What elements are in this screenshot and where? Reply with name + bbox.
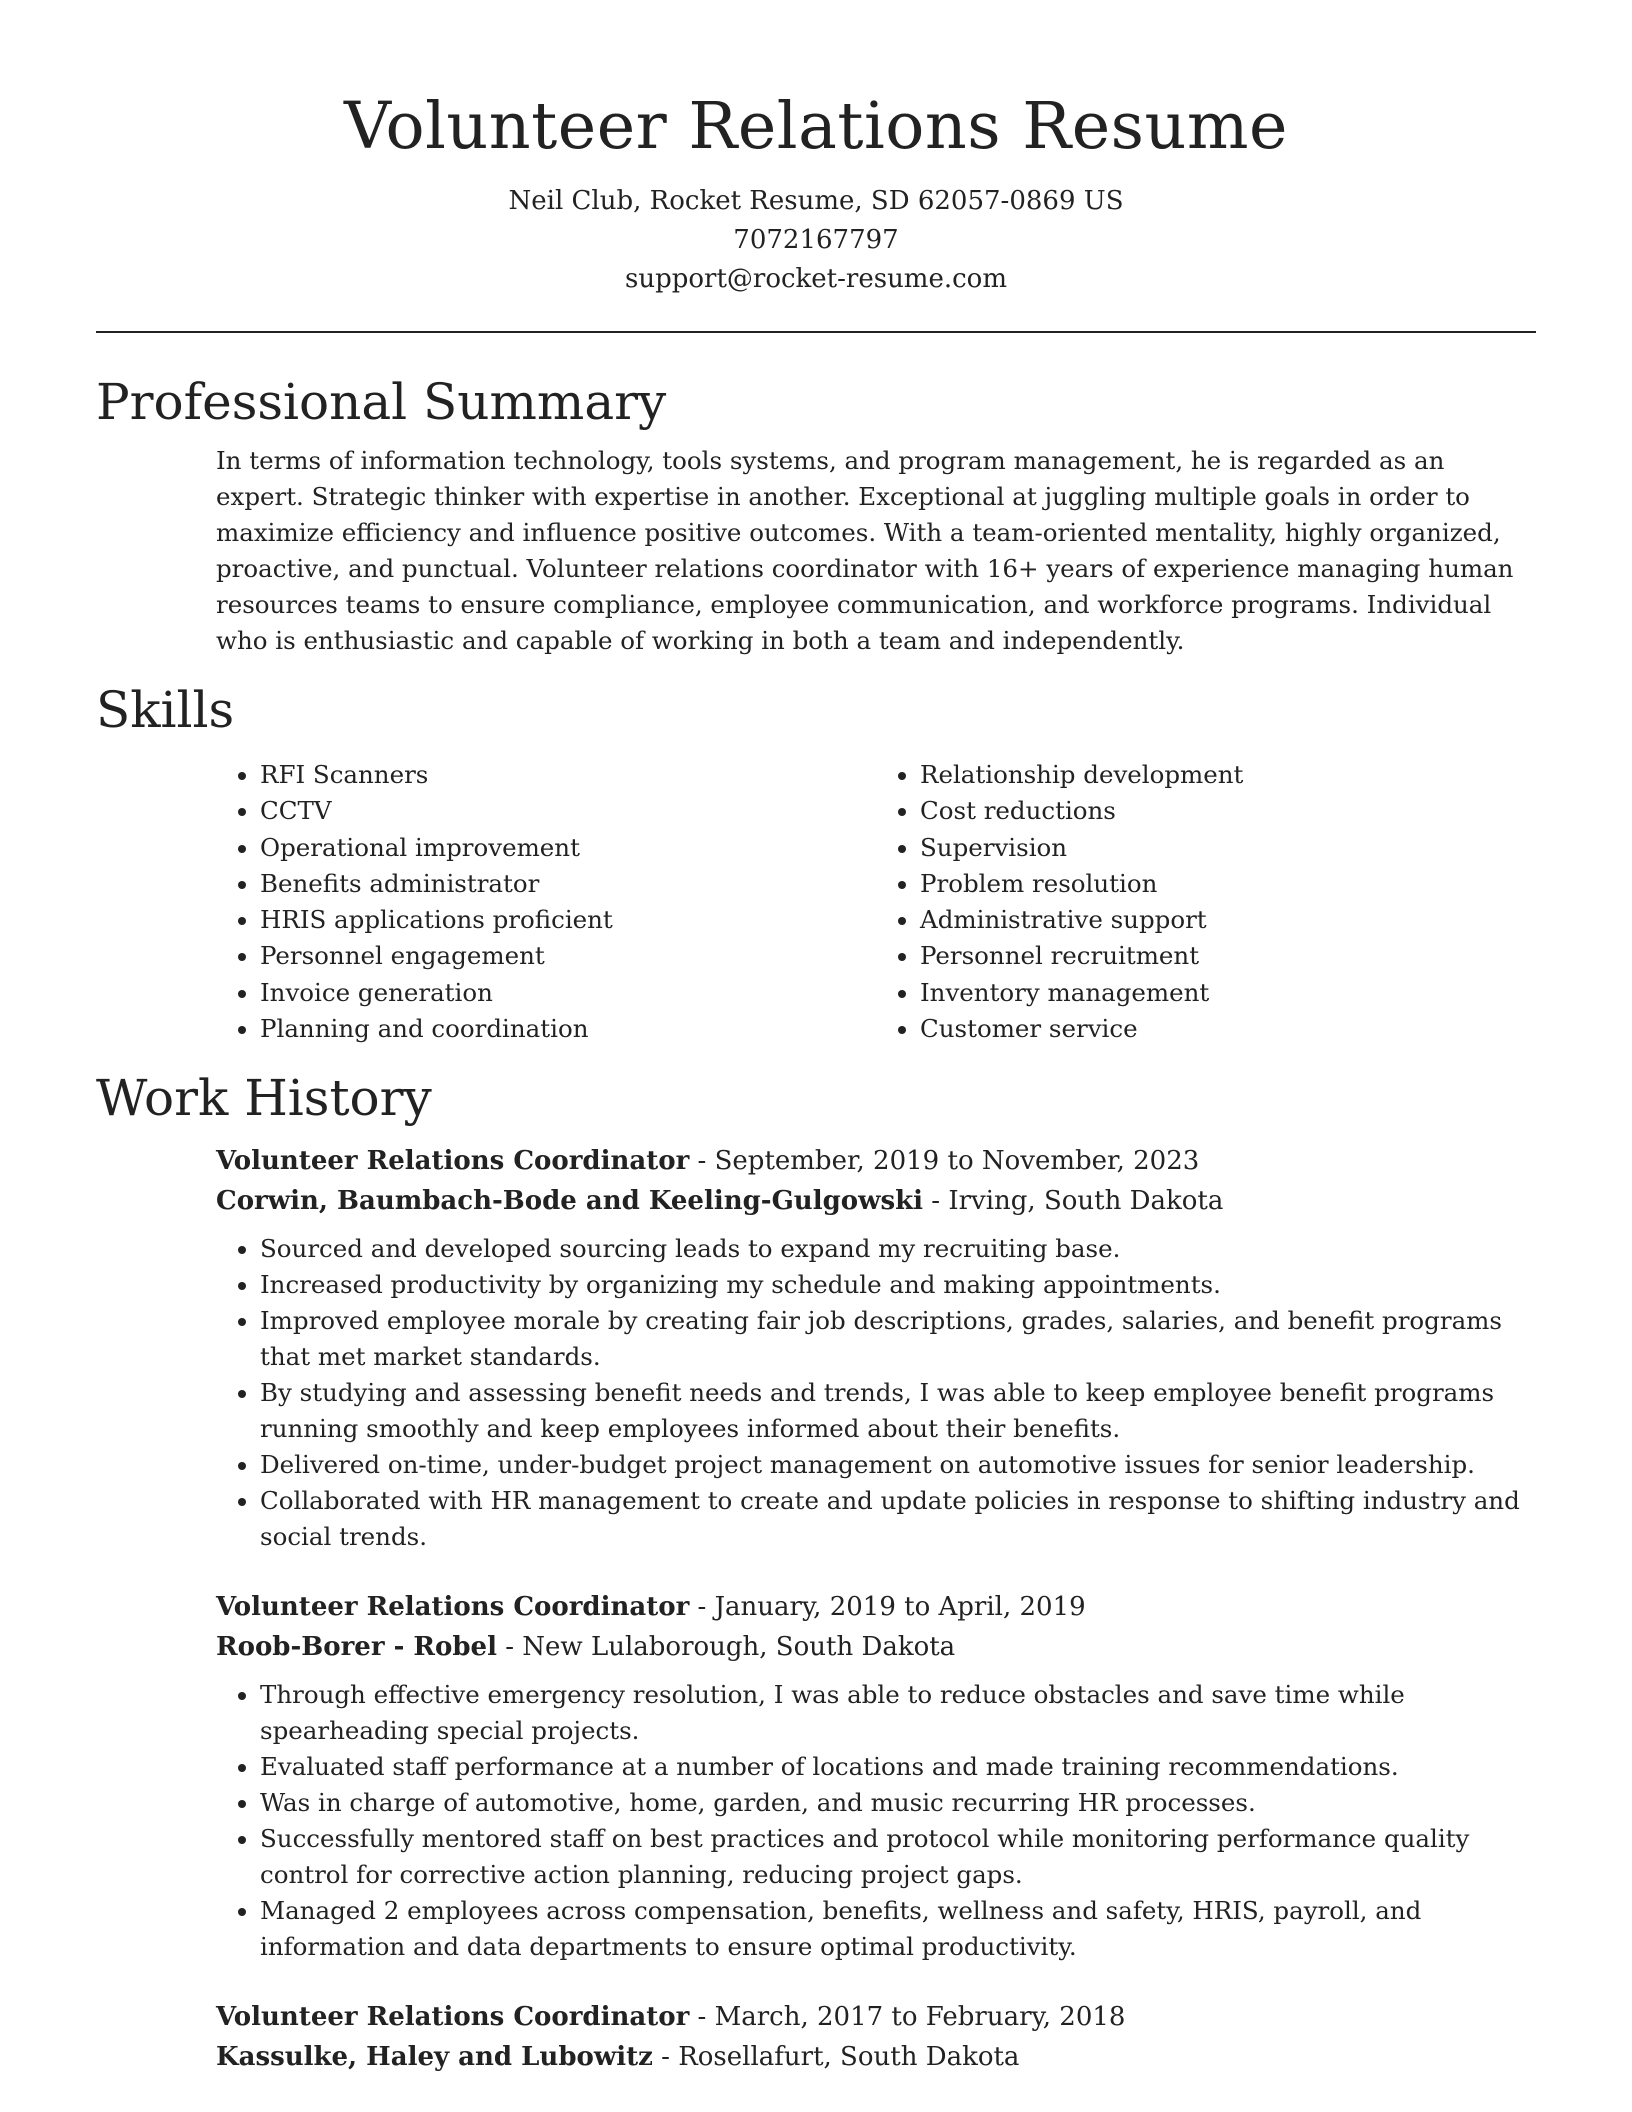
skill-item: • Invoice generation [260, 975, 876, 1011]
job-location: - Irving, South Dakota [923, 1186, 1224, 1217]
skill-item: • Inventory management [920, 975, 1536, 1011]
job-title-line [216, 1587, 1536, 1627]
skill-item: • Planning and coordination [260, 1011, 876, 1047]
contact-phone: 7072167797 [733, 225, 899, 255]
job-entry [216, 1141, 1536, 1555]
skill-item: • Administrative support [920, 902, 1536, 938]
resume-title: Volunteer Relations Resume [343, 89, 1288, 164]
skill-item: • CCTV [260, 793, 876, 829]
job-title: Volunteer Relations Coordinator [216, 1592, 690, 1623]
job-bullets [216, 1231, 1536, 1555]
job-bullets [216, 1677, 1536, 1965]
job-location: - New Lulaborough, South Dakota [496, 1632, 956, 1663]
job-bullet: • Was in charge of automotive, home, garden, and music recurring HR processes. [260, 1785, 1536, 1821]
skill-item: • RFI Scanners [260, 757, 876, 793]
skill-item: • Personnel engagement [260, 938, 876, 974]
job-bullet: • Increased productivity by organizing my schedule and making appointments. [260, 1267, 1536, 1303]
work-history-heading: Work History [96, 1069, 432, 1128]
resume-page [96, 0, 1536, 2077]
job-bullet: • Successfully mentored staff on best practices and protocol while monitoring performance quality control for corrective action planning, reducing project gaps. [260, 1821, 1536, 1893]
summary-text: In terms of information technology, tools systems, and program management, he is regarded as an expert. Strategic thinker with expertise in another. Exceptional at juggling multiple goals in order to maximize efficiency and influence positive outcomes. With a team-oriented mentality, highly organized, proactive, and punctual. Volunteer relations coordinator with 16+ years of experience managing human resources teams to ensure compliance, employee communication, and workforce programs. Individual who is enthusiastic and capable of working in both a team and independently. [216, 446, 1514, 655]
job-bullet: • Sourced and developed sourcing leads to expand my recruiting base. [260, 1231, 1536, 1267]
job-dates: - March, 2017 to February, 2018 [689, 2002, 1126, 2033]
skill-item: • Personnel recruitment [920, 938, 1536, 974]
skill-item: • Benefits administrator [260, 866, 876, 902]
job-title: Volunteer Relations Coordinator [216, 1146, 690, 1177]
job-company: Roob-Borer - Robel [216, 1632, 497, 1663]
job-title-line [216, 1997, 1536, 2037]
summary-heading: Professional Summary [96, 373, 667, 431]
contact-block [96, 182, 1536, 299]
contact-address: Neil Club, Rocket Resume, SD 62057-0869 US [508, 186, 1124, 216]
skills-heading: Skills [96, 681, 235, 739]
skill-item: • Cost reductions [920, 793, 1536, 829]
skills-list [216, 757, 1536, 1047]
job-bullet: • By studying and assessing benefit needs and trends, I was able to keep employee benefit programs running smoothly and keep employees informed about their benefits. [260, 1375, 1536, 1447]
job-dates: - January, 2019 to April, 2019 [689, 1592, 1086, 1623]
job-title-line [216, 1141, 1536, 1181]
skill-item: • Problem resolution [920, 866, 1536, 902]
job-bullet: • Managed 2 employees across compensation, benefits, wellness and safety, HRIS, payroll, and information and data departments to ensure optimal productivity. [260, 1893, 1536, 1965]
job-dates: - September, 2019 to November, 2023 [689, 1146, 1200, 1177]
job-title: Volunteer Relations Coordinator [216, 2002, 690, 2033]
contact-email: support@rocket-resume.com [624, 264, 1007, 294]
job-location: - Rosellafurt, South Dakota [652, 2042, 1020, 2073]
header-divider [96, 331, 1536, 333]
job-bullet: • Delivered on-time, under-budget project management on automotive issues for senior leadership. [260, 1447, 1536, 1483]
job-entry [216, 1587, 1536, 1965]
job-company: Corwin, Baumbach-Bode and Keeling-Gulgowski [216, 1186, 924, 1217]
job-bullet: • Evaluated staff performance at a number of locations and made training recommendations. [260, 1749, 1536, 1785]
job-entry [216, 1997, 1536, 2077]
job-company-line [216, 1627, 1536, 1667]
job-company-line [216, 1181, 1536, 1221]
job-bullet: • Improved employee morale by creating fair job descriptions, grades, salaries, and benefit programs that met market standards. [260, 1303, 1536, 1375]
skill-item: • Customer service [920, 1011, 1536, 1047]
job-company: Kassulke, Haley and Lubowitz [216, 2042, 653, 2073]
job-bullet: • Through effective emergency resolution, I was able to reduce obstacles and save time while spearheading special projects. [260, 1677, 1536, 1749]
skills-column-left [216, 757, 876, 1047]
skill-item: • Operational improvement [260, 830, 876, 866]
skill-item: • Supervision [920, 830, 1536, 866]
job-bullet: • Collaborated with HR management to create and update policies in response to shifting industry and social trends. [260, 1483, 1536, 1555]
skills-column-right [876, 757, 1536, 1047]
skill-item: • Relationship development [920, 757, 1536, 793]
skill-item: • HRIS applications proficient [260, 902, 876, 938]
job-company-line [216, 2037, 1536, 2077]
